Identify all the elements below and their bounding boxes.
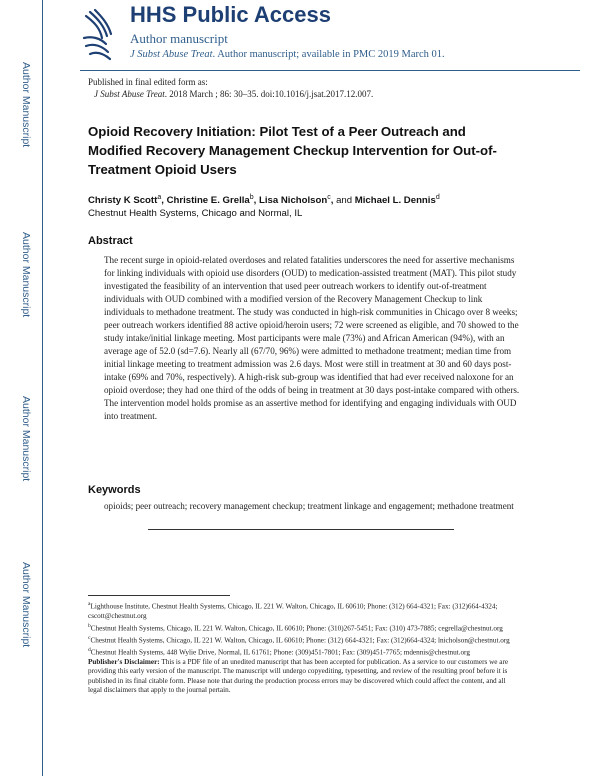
footnote-text: Chestnut Health Systems, Chicago, IL 221 W. Walton, Chicago, IL 60610; Phone: (310)267-5451; Fax: (310) 473-7885; cegrella@chestnut.org <box>90 623 503 632</box>
author-manuscript-subtitle: Author manuscript <box>130 31 228 46</box>
keywords-rule <box>148 529 454 530</box>
author-sup: c <box>327 194 331 201</box>
header-journal: J Subst Abuse Treat <box>130 49 213 60</box>
header-rule <box>80 70 580 71</box>
sidebar-label-2: Author Manuscript <box>20 232 32 318</box>
footnote-d <box>88 646 518 658</box>
published-label: Published in final edited form as: <box>88 77 208 87</box>
footnote-rule <box>88 595 230 596</box>
footnote-text: Lighthouse Institute, Chestnut Health Systems, Chicago, IL 221 W. Walton, Chicago, IL 60610; Phone: (312) 664-4321; Fax: (312)664-4324; cscott@chestnut.org <box>88 602 498 620</box>
footnote-sup: a <box>88 601 91 607</box>
publisher-disclaimer <box>88 658 518 696</box>
keywords-text: opioids; peer outreach; recovery management checkup; treatment linkage and engagement; methadone treatment <box>104 501 514 511</box>
footnote-text: Chestnut Health Systems, 448 Wylie Drive, Normal, IL 61761; Phone: (309)451-7801; Fax: (309)451-7765; mdennis@chestnut.org <box>90 647 470 656</box>
footnotes <box>88 600 518 696</box>
footnote-sup: b <box>88 622 91 629</box>
sidebar-label-4: Author Manuscript <box>20 562 32 648</box>
footnote-a <box>88 600 518 622</box>
author-manuscript-sidebar <box>0 0 60 776</box>
header-citation <box>130 49 445 60</box>
hhs-eagle-logo-icon <box>80 8 120 62</box>
disclaimer-label: Publisher's Disclaimer: <box>88 657 160 666</box>
author-sup: d <box>435 194 440 201</box>
author-name: Lisa Nicholson <box>259 195 328 207</box>
published-citation <box>88 88 373 100</box>
abstract-heading: Abstract <box>88 235 133 247</box>
hhs-header <box>80 2 580 72</box>
article-title: Opioid Recovery Initiation: Pilot Test of a Peer Outreach and Modified Recovery Management Checkup Intervention for Out-of-Treatment Opioid Users <box>88 124 497 177</box>
author-affiliation: Chestnut Health Systems, Chicago and Normal, IL <box>88 208 303 219</box>
published-citation-rest: . 2018 March ; 86: 30–35. doi:10.1016/j.jsat.2017.12.007. <box>164 89 374 99</box>
author-list: Christy K Scott$^a$, Christine E. Grella$^b$, Lisa Nicholson$^c$, and Michael L. Dennis$^d$ <box>88 194 440 207</box>
footnote-b <box>88 622 518 634</box>
header-citation-rest: . Author manuscript; available in PMC 2019 March 01. <box>212 49 445 60</box>
author-name: Christine E. Grella <box>166 195 250 207</box>
sidebar-label-3: Author Manuscript <box>20 396 32 482</box>
author-name: Christy K Scott <box>88 195 158 207</box>
author-and: and <box>336 195 353 207</box>
disclaimer-text: This is a PDF file of an unedited manuscript that has been accepted for publication. As a service to our customers we are providing this early version of the manuscript. The manuscript will undergo copyediting, typesetting, and review of the resulting proof before it is published in its final citable form. Please note that during the production process errors may be discovered which could affect the content, and all legal disclaimers that apply to the journal pertain. <box>88 657 509 695</box>
abstract-text: The recent surge in opioid-related overdoses and related fatalities underscores the need for assertive mechanisms for linking individuals with opioid use disorders (OUD) to medication-assisted treatment (MAT). This pilot study investigated the feasibility of an intervention that used peer outreach workers to identify out-of-treatment individuals with OUD combined with a modified version of the Recovery Management Checkup to link individuals to methadone treatment. The study was conducted in high-risk communities in Chicago over 8 weeks; peer outreach workers identified 88 active opioid/heroin users; 72 were screened as eligible, and 70 showed to the study intake/initial linkage meeting. Most participants were male (73%) and African American (94%), with an average age of 52.0 (sd=7.6). Nearly all (67/70, 96%) were admitted to methadone treatment; median time from initial linkage meeting to treatment admission was 2.6 days. Most were still in treatment at 30 and 60 days post-intake (69% and 70%, respectively). A high-risk sub-group was identified that had ever received naloxone for an opioid overdose; they had one third of the odds of being in treatment at 30 days post-intake compared with others. The intervention model holds promise as an assertive method for identifying and engaging individuals with OUD into treatment. <box>104 255 520 421</box>
author-sup: a <box>157 194 162 201</box>
author-name: Michael L. Dennis <box>354 195 436 207</box>
keywords-heading: Keywords <box>88 484 141 496</box>
footnote-text: Chestnut Health Systems, Chicago, IL 221 W. Walton, Chicago, IL 60610; Phone: (312) 664-4321; Fax: (312)664-4324; lnicholson@chestnut.org <box>90 635 510 644</box>
sidebar-rule <box>42 0 43 776</box>
footnote-sup: c <box>88 634 91 641</box>
hhs-public-access-title: HHS Public Access <box>130 2 331 27</box>
publication-info <box>88 76 373 100</box>
author-sup: b <box>249 194 254 201</box>
footnote-sup: d <box>88 646 91 653</box>
footnote-c <box>88 634 518 646</box>
published-journal: J Subst Abuse Treat <box>94 89 165 99</box>
sidebar-label-1: Author Manuscript <box>20 62 32 148</box>
